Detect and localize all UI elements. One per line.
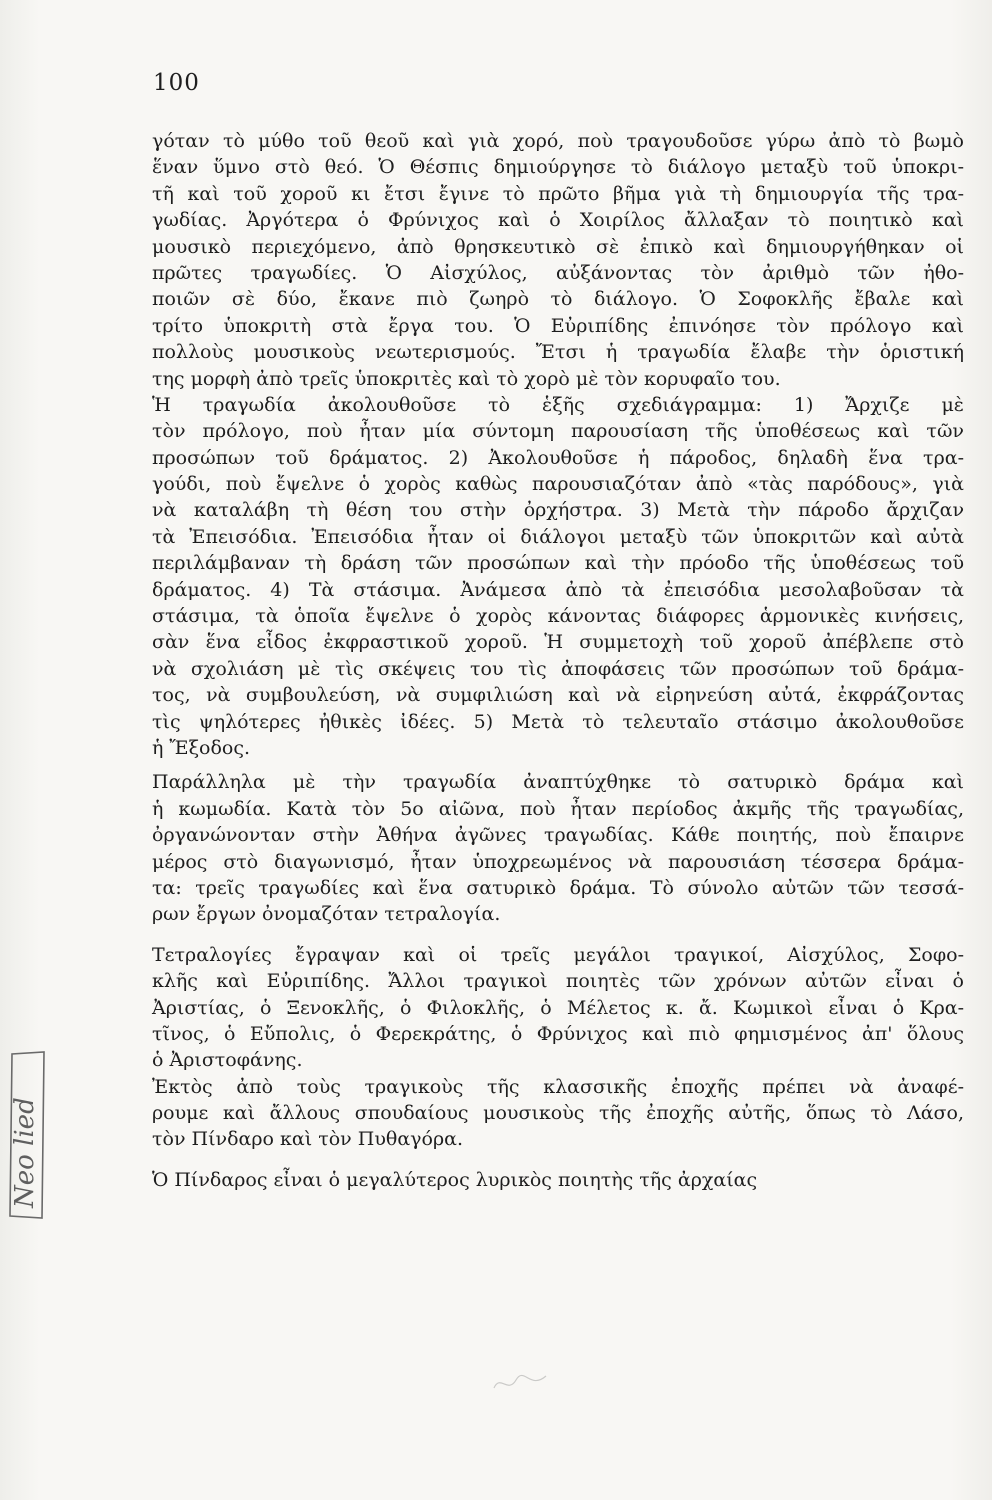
- text-line: ἡ κωμωδία. Κατὰ τὸν 5ο αἰῶνα, ποὺ ἦταν περίοδος ἀκμῆς τῆς τραγωδίας,: [152, 797, 964, 820]
- text-line: Τετραλογίες ἔγραψαν καὶ οἱ τρεῖς μεγάλοι τραγικοί, Αἰσχύλος, Σοφο-: [152, 943, 964, 966]
- text-line: Παράλληλα μὲ τὴν τραγωδία ἀναπτύχθηκε τὸ σατυρικὸ δράμα καὶ: [152, 771, 964, 794]
- text-line: τῆ καὶ τοῦ χοροῦ κι ἔτσι ἔγινε τὸ πρῶτο βῆμα γιὰ τὴ δημιουργία τῆς τρα-: [152, 182, 964, 205]
- text-line: σὰν ἕνα εἶδος ἐκφραστικοῦ χοροῦ. Ἡ συμμετοχὴ τοῦ χοροῦ ἀπέβλεπε στὸ: [152, 631, 964, 654]
- pencil-scribble-icon: [490, 1368, 550, 1396]
- text-line: τὶς ψηλότερες ἠθικὲς ἰδέες. 5) Μετὰ τὸ τελευταῖο στάσιμο ἀκολουθοῦσε: [152, 710, 964, 733]
- text-line: κλῆς καὶ Εὐριπίδης. Ἄλλοι τραγικοὶ ποιητὲς τῶν χρόνων αὐτῶν εἶναι ὁ: [152, 970, 964, 993]
- text-line: της μορφὴ ἀπὸ τρεῖς ὑποκριτὲς καὶ τὸ χορὸ μὲ τὸν κορυφαῖο του.: [152, 367, 781, 390]
- text-line: νὰ καταλάβη τὴ θέση του στὴν ὀρχήστρα. 3) Μετὰ τὴν πάροδο ἄρχιζαν: [152, 499, 964, 522]
- text-line: τὸν πρόλογο, ποὺ ἦταν μία σύντομη παρουσίαση τῆς ὑποθέσεως καὶ τῶν: [152, 420, 964, 443]
- text-line: ὁ Ἀριστοφάνης.: [152, 1049, 303, 1072]
- text-line: γούδι, ποὺ ἔψελνε ὁ χορὸς καθὼς παρουσιαζόταν ἀπὸ «τὰς παρόδους», γιὰ: [152, 473, 964, 496]
- paragraph: [152, 1074, 964, 1153]
- paragraph: [152, 1167, 964, 1193]
- text-line: πρῶτες τραγωδίες. Ὁ Αἰσχύλος, αὐξάνοντας τὸν ἀριθμὸ τῶν ἠθο-: [152, 261, 964, 284]
- text-line: στάσιμα, τὰ ὁποῖα ἔψελνε ὁ χορὸς κάνοντας διάφορες ἁρμονικὲς κινήσεις,: [152, 605, 964, 628]
- text-line: γόταν τὸ μύθο τοῦ θεοῦ καὶ γιὰ χορό, ποὺ τραγουδοῦσε γύρω ἀπὸ τὸ βωμὸ: [152, 130, 964, 152]
- paragraph: [152, 769, 964, 927]
- text-line: Ἀριστίας, ὁ Ξενοκλῆς, ὁ Φιλοκλῆς, ὁ Μέλετος κ. ἄ. Κωμικοὶ εἶναι ὁ Κρα-: [152, 996, 964, 1019]
- text-line: τὸν Πίνδαρο καὶ τὸν Πυθαγόρα.: [152, 1128, 463, 1151]
- text-line: μουσικὸ περιεχόμενο, ἀπὸ θρησκευτικὸ σὲ ἐπικὸ καὶ δημιουργήθηκαν οἱ: [152, 235, 964, 258]
- text-line: πολλοὺς μουσικοὺς νεωτερισμούς. Ἔτσι ἡ τραγωδία ἔλαβε τὴν ὁριστική: [152, 341, 964, 364]
- text-line: Ἐκτὸς ἀπὸ τοὺς τραγικοὺς τῆς κλασσικῆς ἐποχῆς πρέπει νὰ ἀναφέ-: [152, 1075, 964, 1098]
- text-line: τὰ Ἐπεισόδια. Ἐπεισόδια ἦταν οἱ διάλογοι μεταξὺ τῶν ὑποκριτῶν καὶ αὐτὰ: [152, 525, 964, 548]
- margin-note-text: Neo lied: [10, 1097, 40, 1208]
- text-line: Ἡ τραγωδία ἀκολουθοῦσε τὸ ἑξῆς σχεδιάγραμμα: 1) Ἄρχιζε μὲ: [152, 393, 964, 416]
- pencil-note-icon: [2, 1048, 54, 1220]
- body-text: [152, 128, 964, 1193]
- text-line: Ὁ Πίνδαρος εἶναι ὁ μεγαλύτερος λυρικὸς ποιητὴς τῆς ἀρχαίας: [152, 1168, 758, 1191]
- text-line: τα: τρεῖς τραγωδίες καὶ ἕνα σατυρικὸ δράμα. Τὸ σύνολο αὐτῶν τῶν τεσσά-: [152, 876, 964, 899]
- paragraph: [152, 128, 964, 392]
- text-line: περιλάμβαναν τὴ δράση τῶν προσώπων καὶ τὴν πρόοδο τῆς ὑποθέσεως τοῦ: [152, 552, 964, 575]
- paragraph: [152, 392, 964, 761]
- text-line: μέρος στὸ διαγωνισμό, ἦταν ὑποχρεωμένος νὰ παρουσιάση τέσσερα δράμα-: [152, 850, 964, 873]
- text-line: ὀργανώνονταν στὴν Ἀθήνα ἀγῶνες τραγωδίας. Κάθε ποιητής, ποὺ ἔπαιρνε: [152, 824, 964, 847]
- text-line: νὰ σχολιάση μὲ τὶς σκέψεις του τὶς ἀποφάσεις τῶν προσώπων τοῦ δράμα-: [152, 657, 964, 680]
- paragraph: [152, 942, 964, 1074]
- text-line: ρων ἔργων ὀνομαζόταν τετραλογία.: [152, 903, 501, 926]
- text-line: τῖνος, ὁ Εὔπολις, ὁ Φερεκράτης, ὁ Φρύνιχος καὶ πιὸ φημισμένος ἀπ' ὅλους: [152, 1022, 964, 1045]
- text-line: γωδίας. Ἀργότερα ὁ Φρύνιχος καὶ ὁ Χοιρίλος ἄλλαξαν τὸ ποιητικὸ καὶ: [152, 209, 964, 232]
- text-line: τος, νὰ συμβουλεύση, νὰ συμφιλιώση καὶ νὰ εἰρηνεύση αὐτά, ἐκφράζοντας: [152, 684, 964, 707]
- text-line: ἡ Ἔξοδος.: [152, 736, 251, 759]
- text-line: ἕναν ὕμνο στὸ θεό. Ὁ Θέσπις δημιούργησε τὸ διάλογο μεταξὺ τοῦ ὑποκρι-: [152, 156, 964, 179]
- page-number: 100: [153, 70, 200, 96]
- text-line: ρουμε καὶ ἄλλους σπουδαίους μουσικοὺς τῆς ἐποχῆς αὐτῆς, ὅπως τὸ Λάσο,: [152, 1102, 964, 1125]
- handwritten-margin-note: [2, 1048, 54, 1220]
- text-line: ποιῶν σὲ δύο, ἔκανε πιὸ ζωηρὸ τὸ διάλογο. Ὁ Σοφοκλῆς ἔβαλε καὶ: [152, 288, 964, 311]
- text-line: τρίτο ὑποκριτὴ στὰ ἔργα του. Ὁ Εὐριπίδης ἐπινόησε τὸν πρόλογο καὶ: [152, 314, 964, 337]
- text-line: προσώπων τοῦ δράματος. 2) Ἀκολουθοῦσε ἡ πάροδος, δηλαδὴ ἕνα τρα-: [152, 446, 964, 469]
- text-line: δράματος. 4) Τὰ στάσιμα. Ἀνάμεσα ἀπὸ τὰ ἐπεισόδια μεσολαβοῦσαν τὰ: [152, 578, 964, 601]
